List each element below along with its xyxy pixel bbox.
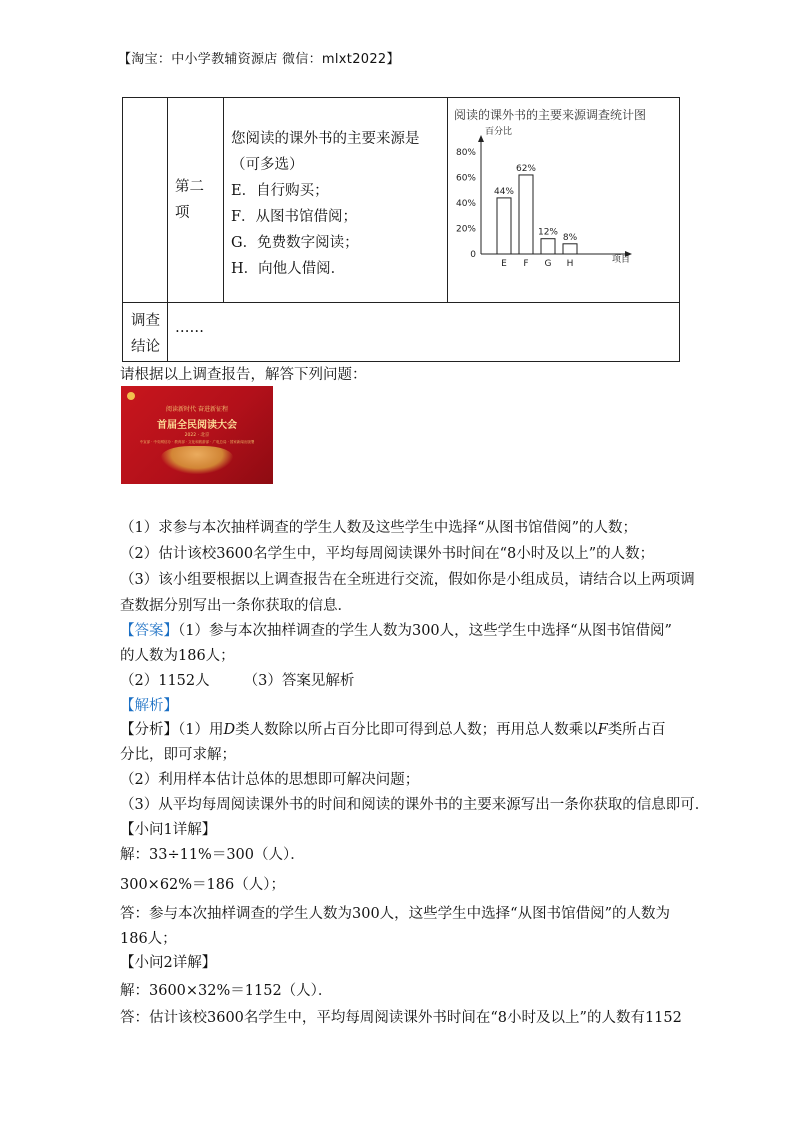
bar-value-label: 12% <box>537 227 559 238</box>
y-tick-label: 40% <box>455 199 476 209</box>
question-3-line1: （3）该小组要根据以上调查报告在全班进行交流，假如你是小组成员，请结合以上两项调 <box>120 572 695 588</box>
question-2: （2）估计该校3600名学生中，平均每周阅读课外书时间在“8小时及以上”的人数； <box>120 546 655 562</box>
bar-value-label: 44% <box>493 186 515 197</box>
row1-label: 第二 项 <box>175 179 204 221</box>
detail-1-answer-line2: 186人； <box>120 931 177 947</box>
chart-cell <box>449 100 679 300</box>
detail-2-answer: 答：估计该校3600名学生中，平均每周阅读课外书时间在“8小时及以上”的人数有1152 <box>120 1010 682 1026</box>
x-tick-label: E <box>501 259 507 269</box>
intro-text: 请根据以上调查报告，解答下列问题： <box>120 367 367 383</box>
y-tick-label: 80% <box>455 148 476 158</box>
answer-line1: 【答案】（1）参与本次抽样调查的学生人数为300人，这些学生中选择“从图书馆借阅” <box>120 623 672 639</box>
answer-line2: 的人数为186人； <box>120 648 235 664</box>
y-tick-label: 0 <box>470 250 476 260</box>
question-3-line2: 查数据分别写出一条你获取的信息． <box>120 598 352 614</box>
question-line: （可多选） <box>231 157 304 173</box>
conclusion-content: …… <box>175 320 204 336</box>
bar-value-label: 8% <box>562 232 578 243</box>
analysis-line1: 【分析】（1）用D类人数除以所占百分比即可得到总人数；再用总人数乘以F类所占百 <box>120 722 666 738</box>
detail-2-eq: 解：3600×32%＝1152（人）． <box>120 983 333 999</box>
detail-1-eq1: 解：33÷11%＝300（人）． <box>120 847 305 863</box>
question-line: 您阅读的课外书的主要来源是 <box>231 131 420 147</box>
analysis-tag: 【解析】 <box>120 698 178 714</box>
detail-2-tag: 【小问2详解】 <box>120 955 217 971</box>
question-1: （1）求参与本次抽样调查的学生人数及这些学生中选择“从图书馆借阅”的人数； <box>120 520 638 536</box>
chart-title: 阅读的课外书的主要来源调查统计图 <box>454 108 647 122</box>
question-line: H．向他人借阅． <box>231 261 346 277</box>
x-tick-label: F <box>523 259 529 269</box>
book-icon <box>161 446 233 474</box>
reading-conference-poster: 阅读新时代 奋进新征程 首届全民阅读大会 2022 · 北京 中宣部 · 中央网信办 · 教育部 · 文化和旅游部 · 广电总局 · 国家新闻出版署 <box>121 386 273 484</box>
y-axis-arrow-icon <box>478 135 484 142</box>
question-cell <box>231 126 420 282</box>
answer-tag: 【答案】 <box>120 623 178 639</box>
analysis-line3: （2）利用样本估计总体的思想即可解决问题； <box>120 772 420 788</box>
question-line: F．从图书馆借阅； <box>231 209 358 225</box>
page-header: 【淘宝：中小学教辅资源店 微信：mlxt2022】 <box>118 52 400 67</box>
logo-icon <box>127 392 135 400</box>
analysis-line2: 分比，即可求解； <box>120 747 236 763</box>
table-divider <box>167 98 168 361</box>
bar <box>563 244 577 254</box>
detail-1-tag: 【小问1详解】 <box>120 822 217 838</box>
x-tick-label: H <box>566 259 574 269</box>
row2-label: 调查 结论 <box>131 313 160 355</box>
table-divider <box>123 302 679 303</box>
detail-1-eq2: 300×62%＝186（人）； <box>120 877 285 893</box>
table-divider <box>223 98 224 302</box>
bar-chart <box>449 120 679 298</box>
answer-line3: （2）1152人 （3）答案见解析 <box>120 673 355 689</box>
y-tick-label: 60% <box>455 173 476 184</box>
bar-value-label: 62% <box>515 163 537 174</box>
survey-table <box>122 97 680 362</box>
y-axis-label: 百分比 <box>485 127 513 137</box>
x-axis-label: 项目 <box>612 255 631 265</box>
y-tick-label: 20% <box>455 224 476 235</box>
question-line: E．自行购买； <box>231 183 329 199</box>
detail-1-answer-line1: 答：参与本次抽样调查的学生人数为300人，这些学生中选择“从图书馆借阅”的人数为 <box>120 906 670 922</box>
bar <box>497 198 511 254</box>
analysis-line4: （3）从平均每周阅读课外书的时间和阅读的课外书的主要来源写出一条你获取的信息即可． <box>120 797 710 813</box>
question-line: G．免费数字阅读； <box>231 235 359 251</box>
bar <box>519 175 533 254</box>
x-tick-label: G <box>544 259 552 269</box>
bar <box>541 239 555 254</box>
